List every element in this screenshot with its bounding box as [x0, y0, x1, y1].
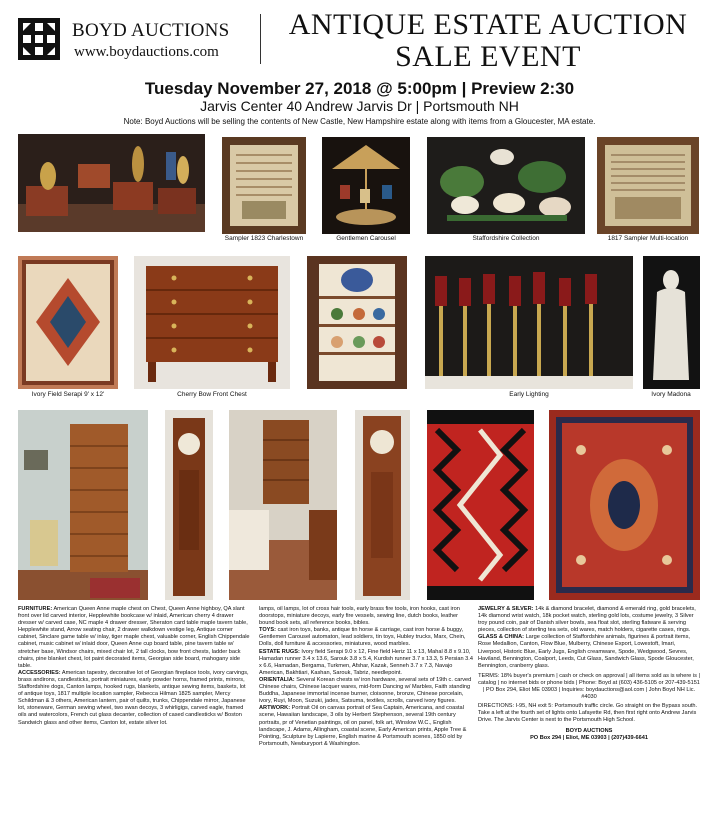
accessories-label: ACCESSORIES: — [18, 669, 61, 676]
terms-text: TERMS: 18% buyer's premium | cash or check on approval | all items sold as is where is | catalog | no internet bids or phone bids | Phone: Boyd at (603) 436-5105 or 207-439-5151 | PO Box 294, Eliot ME 03903 | Inquiries: boydauctions@aol.com | John Boyd NH Lic. #4030 — [478, 672, 700, 701]
photo-cherry-chest — [134, 256, 290, 389]
auction-title-line1: ANTIQUE ESTATE AUCTION — [288, 8, 688, 41]
auction-date-time: Tuesday November 27, 2018 @ 5:00pm | Preview 2:30 — [144, 79, 575, 98]
orientalia-text: Several Korean chests w/ iron hardware, several sets of 19th c. carved Chinese chairs, Chinese lacquer wares, mid-form Dancing w/ Marbles, Faith standing Buddha, Japanese immortal incense burner, cloisonne, bronze, Chinese porcelain, ivory, Ruyi, Moon, Suzuki, jades, Satsuma, textiles, scrolls, carved ivory figures. — [259, 676, 472, 705]
photo-sampler-1817 — [597, 137, 699, 234]
photo-tall-clock-2 — [355, 410, 410, 600]
caption-carousel: Gentlemen Carousel — [336, 235, 396, 242]
photo-highboy-room — [18, 410, 148, 600]
jewelry-silver-text: 14k & diamond bracelet, diamond & emerald ring, gold bracelets, 14k diamond wrist watch, 18k pocket watch, sterling gold lots, costume jewelry, 3 Silver troy pound coin, pair of Danish silver bowls, sea float slot, sterling flatware & serving pieces, collection of sterling tea sets, old wares, match holders, cigarette cases, rings. — [478, 606, 696, 634]
furniture-text: American Queen Anne maple chest on Chest, Queen Anne highboy, QA slant front over lid carved interior, Hepplewhite bookcase w/ inlaid, American cherry 4 drawer dresser w/ carved case, NC maple 4 drawer dresser, Sheraton card table maple tavern table, Hepplewhite stand, Arrow seating chair, 2 drawer walkdown vestige leg, Antique corner cabinet, Sinclare game table w/ inlay, tiger maple chest, valuable corner, English Chippendale cabinet, music cabinet w/ inlaid door, Queen Anne cup board table, pine tavern table w/ stretcher base, Windsor chairs, mixed chair lot, 2 tall clocks, bow front chests, ladder back chairs, pine blanket chest, lot paint decorated items, Georgian side board, mahogany side table. — [18, 606, 250, 669]
caption-early-lighting: Early Lighting — [509, 391, 549, 398]
photo-carousel — [322, 137, 410, 234]
caption-cherry-chest: Cherry Bow Front Chest — [177, 391, 247, 398]
glass-china-text: Large collection of Staffordshire animals, figurines & portrait items, Rose Medallion, Canton, Flow Blue, Mulberry, Chinese Export, Lowestoft, Imari, Liverpool, Historic Blue, Early Jugs, English creamware, Spode, Wedgwood, Sevres, Haviland, Bennington, Coalport, Leeds, Cut Glass, Sandwich Glass, Spode Gloucester, Bennington, cranberry glass. — [478, 634, 694, 669]
text-column-2 — [259, 606, 473, 748]
caption-staffordshire: Staffordshire Collection — [472, 235, 540, 242]
auction-title-line2: SALE EVENT — [395, 40, 581, 73]
text-column-3 — [478, 606, 700, 742]
website-url[interactable]: www.boydauctions.com — [74, 44, 219, 60]
estate-rugs-text: Ivory field Serapi 9.0 x 12, Fine field Heriz 11 x 13, Mahal 8.8 x 9.10, Hamadan runner 3.4 x 13.6, Sarouk 3.8 x 5.4, Kurdish runner 3.7 x 13.3, 5 Persian 3.4 x 6.6, Hamadan, Bergama, Turkmen, Afshar, Kazak, Senneh 3.7 x 7.3, Navajo American, Bakhtiari, Kashan, Sarouk, Tabriz, needlepoint. — [259, 648, 473, 676]
estate-rugs-label: ESTATE RUGS: — [259, 648, 300, 655]
toys-label: TOYS: — [259, 627, 276, 634]
footer-company: BOYD AUCTIONS — [565, 727, 613, 734]
glass-china-label: GLASS & CHINA: — [478, 634, 524, 641]
orientalia-label: ORIENTALIA: — [259, 676, 295, 683]
header-divider — [260, 14, 261, 64]
photo-tall-clock-1 — [165, 410, 213, 600]
lamps-text: lamps, oil lamps, lot of cross hair tools, early brass fire tools, iron hooks, cast iron doorstops, miniature decoys, early fire vessels, sewing line, dutch books, leather bound book sets, all reference books, bibles. — [259, 606, 460, 627]
photo-persian-rug — [549, 410, 700, 600]
text-column-1 — [18, 606, 250, 727]
directions-text: DIRECTIONS: I-95, NH exit 5: Portsmouth traffic circle. Go straight on the Bypass south. Take a left at the fourth set of lights onto Lafayette Rd, then first right onto Andrew Jarvis Drive. The Jarvis Center is next to the Portsmouth High School. — [478, 703, 698, 724]
photo-antique-collection — [18, 134, 205, 232]
header — [0, 0, 719, 78]
caption-ivory-madona: Ivory Madona — [651, 391, 691, 398]
photo-sampler-1823 — [222, 137, 306, 234]
caption-sampler-1817: 1817 Sampler Multi-location — [607, 235, 689, 242]
photo-serapi-rug — [18, 256, 118, 389]
photo-early-lighting — [425, 256, 633, 389]
furniture-label: FURNITURE: — [18, 606, 53, 612]
company-name: BOYD AUCTIONS — [72, 20, 230, 41]
artwork-text: Portrait Oil on canvas portrait of Sea Captain, Americana, and coastal scene, Hawaiian landscape, 3 oils by Herbert Stephenson, several 19th century portraits, pr of Venetian paintings, oil on panel, folk art, Winslow W.C., English landscape, J. Adams, Allingham, coastal scene, Early American prints, Apple Tree & Pointing, Sculpture by Lapierre, English marine & Portsmouth scenes, 1850 old by Portsmouth, Newburyport & Washington. — [259, 705, 467, 747]
photo-corner-cabinet — [307, 256, 407, 389]
footer-contact: PO Box 294 | Eliot, ME 03903 | (207)439-6641 — [530, 734, 648, 741]
artwork-label: ARTWORK: — [259, 705, 291, 712]
toys-text: cast iron toys, banks, antique tin horse & carriage, cast iron horse & buggy, Gentlemen Carousel automaton, lead soldiers, tin toys, Hubley trucks, Marx, Chein, Dolls, doll furniture & accessories, miniatures, wood marbles. — [259, 627, 466, 648]
photo-bedroom-chest — [229, 410, 337, 600]
boyd-logo-icon — [18, 18, 60, 60]
caption-sampler-1823: Sampler 1823 Charlestown — [224, 235, 304, 242]
caption-serapi-rug: Ivory Field Serapi 9' x 12' — [31, 391, 105, 398]
accessories-text: American tapestry, decorative lot of Georgian fireplace tools, ivory carvings, brass andirons, candlesticks, portrait miniatures, early powder horns, framed prints, mirrors, Staffordshire dogs, Canton lamps, hooked rugs, blankets, antique sewing items, baskets, lot of antique toys, 1817 multiple location sampler, Rebecca Hilman 1825 sampler, Mercy Schildman & 3 others, American lantern, pair of quilts, trunks, Chippendale mirror, Japanese lot, stoneware, German sewing wheel, two swan decoys, 3 whirligigs, carved eagle, framed oils and watercolors, French cut glass decanter, collection of cased candlesticks w/ Boston Sandwich glass and other items, Canton lot, estate silver lot. — [18, 669, 249, 726]
auction-venue: Jarvis Center 40 Andrew Jarvis Dr | Portsmouth NH — [200, 98, 519, 114]
jewelry-silver-label: JEWELRY & SILVER: — [478, 606, 534, 612]
photo-navajo-rug — [427, 410, 534, 600]
estate-note: Note: Boyd Auctions will be selling the contents of New Castle, New Hampshire estate along with items from a Gloucester, MA estate. — [123, 117, 596, 126]
photo-staffordshire — [427, 137, 585, 234]
photo-ivory-madona — [643, 256, 700, 389]
